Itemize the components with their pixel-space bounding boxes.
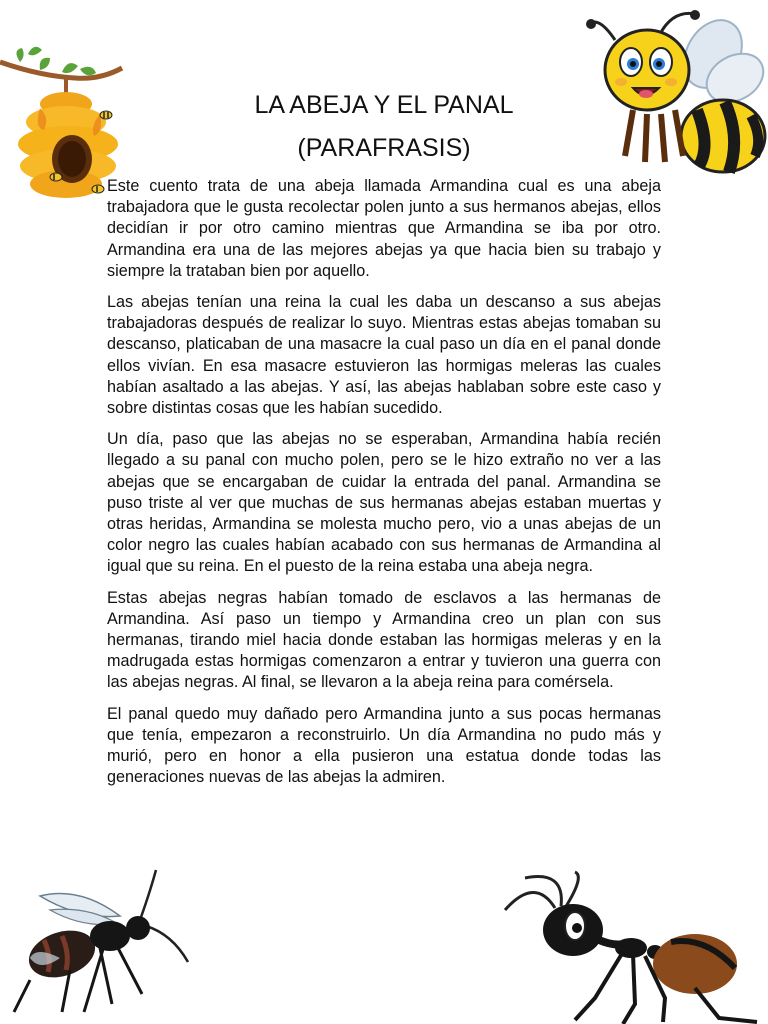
ant-icon bbox=[495, 868, 768, 1024]
story-body bbox=[107, 176, 661, 798]
page-title: LA ABEJA Y EL PANAL bbox=[254, 91, 514, 119]
paragraph: Estas abejas negras habían tomado de esclavos a las hermanas de Armandina. Así paso un tiempo y Armandina creo un plan con sus hermanas, tirando miel hacia donde estaban las hormigas meleras y en la madrugada estas hormigas comenzaron a entrar y tuvieron una guerra con las abejas negras. Al final, se llevaron a la abeja reina para comérsela. bbox=[107, 588, 661, 692]
paragraph: Este cuento trata de una abeja llamada Armandina cual es una abeja trabajadora que le gusta recolectar polen junto a sus hermanos abejas, ellos decidían ir por otro camino mientras que Armandina se iba por otro. Armandina era una de las mejores abejas ya que hacia bien su trabajo y siempre la trataban bien por aquello. bbox=[107, 177, 661, 280]
paragraph: Un día, paso que las abejas no se esperaban, Armandina había recién llegado a su panal con mucho polen, pero se le hizo extraño no ver a las abejas que se encargaban de cuidar la entrada del panal. Armandina se puso triste al ver que muchas de sus hermanas abejas estaban muertas y otras heridas, Armandina se molesta mucho pero, vio a unas abejas de un color negro las cuales habían acabado con sus hermanas de Armandina al igual que su reina. En el puesto de la reina estaba una abeja negra. bbox=[107, 430, 661, 576]
page-subtitle: (PARAFRASIS) bbox=[297, 134, 471, 162]
paragraph: Las abejas tenían una reina la cual les daba un descanso a sus abejas trabajadoras después de realizar lo suyo. Mientras estas abejas tomaban su descanso, platicaban de una masacre la cual paso un día en el panal donde ellos vivían. En esa masacre estuvieron las hormigas meleras las cuales habían asaltado a las abejas. Y así, las abejas hablaban sobre este caso y sobre distintas cosas que les habían sucedido. bbox=[107, 293, 661, 418]
black-wasp-icon bbox=[0, 862, 195, 1024]
paragraph: El panal quedo muy dañado pero Armandina junto a sus pocas hermanas que tenía, empezaron a reconstruirlo. Un día Armandina no pudo más y murió, pero en honor a ella pusieron una estatua donde todas las generaciones nuevas de las abejas la admiren. bbox=[107, 704, 661, 787]
